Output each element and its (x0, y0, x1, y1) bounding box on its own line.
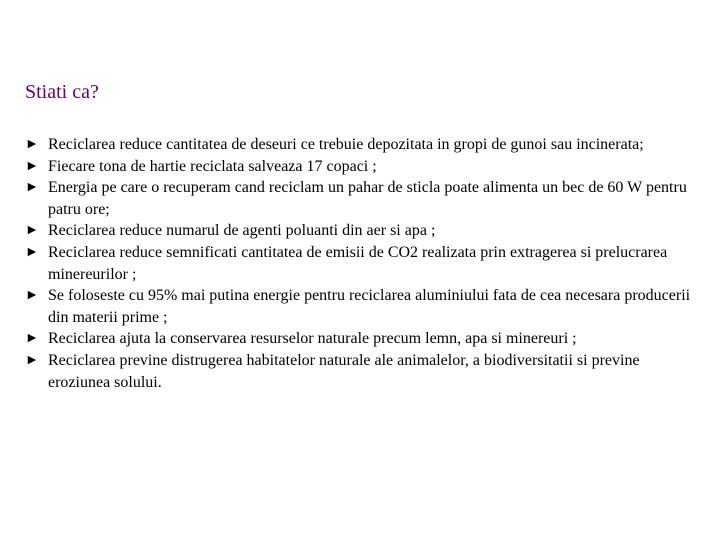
bullet-arrow-icon: ► (25, 352, 39, 368)
fact-text: Fiecare tona de hartie reciclata salveaza 17 copaci ; (48, 157, 377, 175)
fact-item (25, 220, 697, 242)
bullet-arrow-icon: ► (25, 137, 39, 152)
fact-item (25, 350, 697, 393)
bullet-arrow-icon: ► (25, 180, 39, 196)
bullet-arrow-icon: ► (25, 223, 39, 239)
fact-text: Reciclarea reduce semnificati cantitatea de emisii de CO2 realizata prin extragerea si prelucrarea minereurilor ; (48, 243, 668, 283)
fact-text: Reciclarea previne distrugerea habitatelor naturale ale animalelor, a biodiversitatii si previne eroziunea solului. (48, 351, 640, 391)
fact-text: Se foloseste cu 95% mai putina energie pentru reciclarea aluminiului fata de cea necesara producerii din materii prime ; (48, 287, 691, 326)
fact-item (25, 134, 697, 156)
fact-item (25, 285, 697, 328)
fact-item (25, 177, 697, 220)
fact-item (25, 156, 697, 178)
fact-item (25, 242, 697, 285)
bullet-arrow-icon: ► (25, 288, 39, 304)
fact-item (25, 328, 697, 350)
bullet-arrow-icon: ► (25, 331, 39, 347)
slide-title: Stiati ca? (25, 81, 99, 103)
fact-text: Reciclarea reduce numarul de agenti poluanti din aer si apa ; (48, 222, 436, 240)
fact-text: Energia pe care o recuperam cand reciclam un pahar de sticla poate alimenta un bec de 60 W pentru patru ore; (48, 179, 687, 218)
fact-text: Reciclarea reduce cantitatea de deseuri ce trebuie depozitata in gropi de gunoi sau incinerata; (48, 136, 644, 153)
bullet-arrow-icon: ► (25, 244, 39, 260)
fact-list (25, 134, 697, 393)
fact-text: Reciclarea ajuta la conservarea resurselor naturale precum lemn, apa si minereuri ; (48, 330, 577, 348)
bullet-arrow-icon: ► (25, 158, 39, 174)
